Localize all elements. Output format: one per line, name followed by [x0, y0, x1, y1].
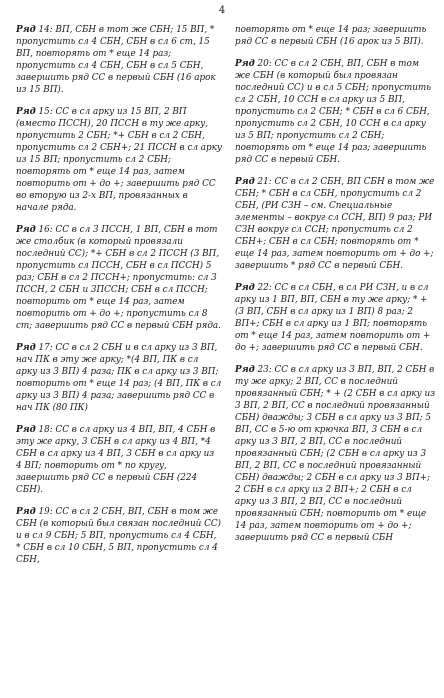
instruction-row: [16, 24, 222, 96]
instruction-row: [235, 176, 435, 272]
row-label: Ряд: [235, 365, 255, 375]
row-text: 15: СС в сл арку из 15 ВП, 2 ВП (вместо ПССН), 20 ПССН в ту же арку, пропустить 2 СБН; *+ СБН в сл 2 СБН, пропустить сл 2 СБН+; 21 ПССН в сл арку из 15 ВП; пропустить сл 2 СБН; повторять от * еще 14 раз, затем повторить от + до +; завершить ряд СС во вторую из 2-х ВП, провязанных в начале ряда.: [16, 107, 223, 213]
instruction-row: [235, 364, 435, 544]
row-text: 17: СС в сл 2 СБН и в сл арку из 3 ВП, нач ПК в эту же арку; *(4 ВП, ПК в сл арку из 3 ВП) 4 раза; ПК в сл арку из 3 ВП; повторить от * еще 14 раз; (4 ВП, ПК в сл арку из 3 ВП) 4 раза; завершить ряд СС в нач ПК (80 ПК): [16, 343, 222, 413]
instruction-row: [16, 342, 222, 414]
row-text: 23: СС в сл арку из 3 ВП, ВП, 2 СБН в ту же арку; 2 ВП, СС в последний провязанный СБН; * + (2 СБН в сл арку из 3 ВП, 2 ВП, СС в последний провязанный СБН) дважды; 3 СБН в сл арку из 3 ВП; 5 ВП, СС в 5-ю от крючка ВП, 3 СБН в сл арку из 3 ВП, 2 ВП, СС в последний провязанный СБН; (2 СБН в сл арку из 3 ВП, 2 ВП, СС в последний провязанный СБН) дважды; 2 СБН в сл арку из 3 ВП+; 2 СБН в сл арку из 2 ВП+; 2 СБН в сл арку из 3 ВП, 2 ВП, СС в последний провязанный СБН; повторить от * еще 14 раз, затем повторить от + до +; завершить ряд СС в первый СБН: [235, 365, 436, 543]
instruction-row: [16, 224, 222, 332]
instruction-row: [235, 58, 435, 166]
right-column: [235, 24, 435, 554]
row-text: 18: СС в сл арку из 4 ВП, ВП, 4 СБН в эту же арку, 3 СБН в сл арку из 4 ВП, *4 СБН в сл арку из 4 ВП, 3 СБН в сл арку из 4 ВП; повторить от * по кругу, завершить ряд СС в первый СБН (224 СБН).: [16, 425, 216, 495]
instruction-row: [16, 106, 222, 214]
row-label: Ряд: [16, 225, 36, 235]
row-label: Ряд: [16, 107, 36, 117]
row-label: Ряд: [235, 283, 255, 293]
row-label: Ряд: [16, 507, 36, 517]
instruction-row: [235, 24, 435, 48]
row-text: 19: СС в сл 2 СБН, ВП, СБН в том же СБН (в который был связан последний СС) и в сл 9 СБН; 5 ВП, пропустить сл 4 СБН, * СБН в сл 10 СБН, 5 ВП, пропустить сл 4 СБН,: [16, 507, 221, 565]
page-number: 4: [218, 5, 226, 16]
instruction-row: [235, 282, 435, 354]
row-text: 22: СС в сл СБН, в сл РИ СЗН, и в сл арку из 1 ВП, ВП, СБН в ту же арку; * + (3 ВП, СБН в сл арку из 1 ВП) 8 раз; 2 ВП+; СБН в сл арку из 1 ВП; повторять от * еще 14 раз, затем повторить от + до +; завершить ряд СС в первый СБН.: [235, 283, 431, 353]
instruction-row: [16, 506, 222, 566]
row-label: Ряд: [235, 177, 255, 187]
row-label: Ряд: [235, 59, 255, 69]
row-text: повторять от * еще 14 раз; завершить ряд СС в первый СБН (16 арок из 5 ВП).: [235, 25, 427, 47]
row-text: 21: СС в сл 2 СБН, ВП СБН в том же СБН; * СБН в сл СБН, пропустить сл 2 СБН, (РИ СЗН – см. Специальные элементы – вокруг сл ССН, ВП) 9 раз; РИ СЗН вокруг сл ССН; пропустить сл 2 СБН+; СБН в сл СБН; повторять от * еще 14 раз, затем повторить от + до +; завершить * ряд СС в первый СБН.: [235, 177, 435, 271]
instruction-row: [16, 424, 222, 496]
row-text: 14: ВП, СБН в тот же СБН; 15 ВП, * пропустить сл 4 СБН, СБН в сл 6 ст, 15 ВП, повторять от * еще 14 раз; пропустить сл 4 СБН, СБН в сл 5 СБН, завершить ряд СС в первый СБН (16 арок из 15 ВП).: [16, 25, 216, 95]
row-text: 20: СС в сл 2 СБН, ВП, СБН в том же СБН (в который был провязан последний СС) и в сл 5 СБН; пропустить сл 2 СБН, 10 ССН в сл арку из 5 ВП, пропустить сл 2 СБН; * СБН в сл 6 СБН, пропустить сл 2 СБН, 10 ССН в сл арку из 5 ВП; пропустить сл 2 СБН; повторять от * еще 14 раз; завершить ряд СС в первый СБН.: [235, 59, 432, 165]
row-text: 16: СС в сл 3 ПССН, 1 ВП, СБН в тот же столбик (в который провязали последний СС); *+ СБН в сл 2 ПССН (3 ВП, пропустить сл ПССН, СБН в сл ПССН) 5 раз; СБН в сл 2 ПССН+; пропустить: сл 3 ПССН, 2 СБН и 3ПССН; СБН в сл ПССН; повторить от * еще 14 раз, затем повторить от + до +; пропустить сл 8 ст; завершить ряд СС в первый СБН ряда.: [16, 225, 221, 331]
row-label: Ряд: [16, 343, 36, 353]
row-label: Ряд: [16, 425, 36, 435]
row-label: Ряд: [16, 25, 36, 35]
left-column: [16, 24, 222, 576]
